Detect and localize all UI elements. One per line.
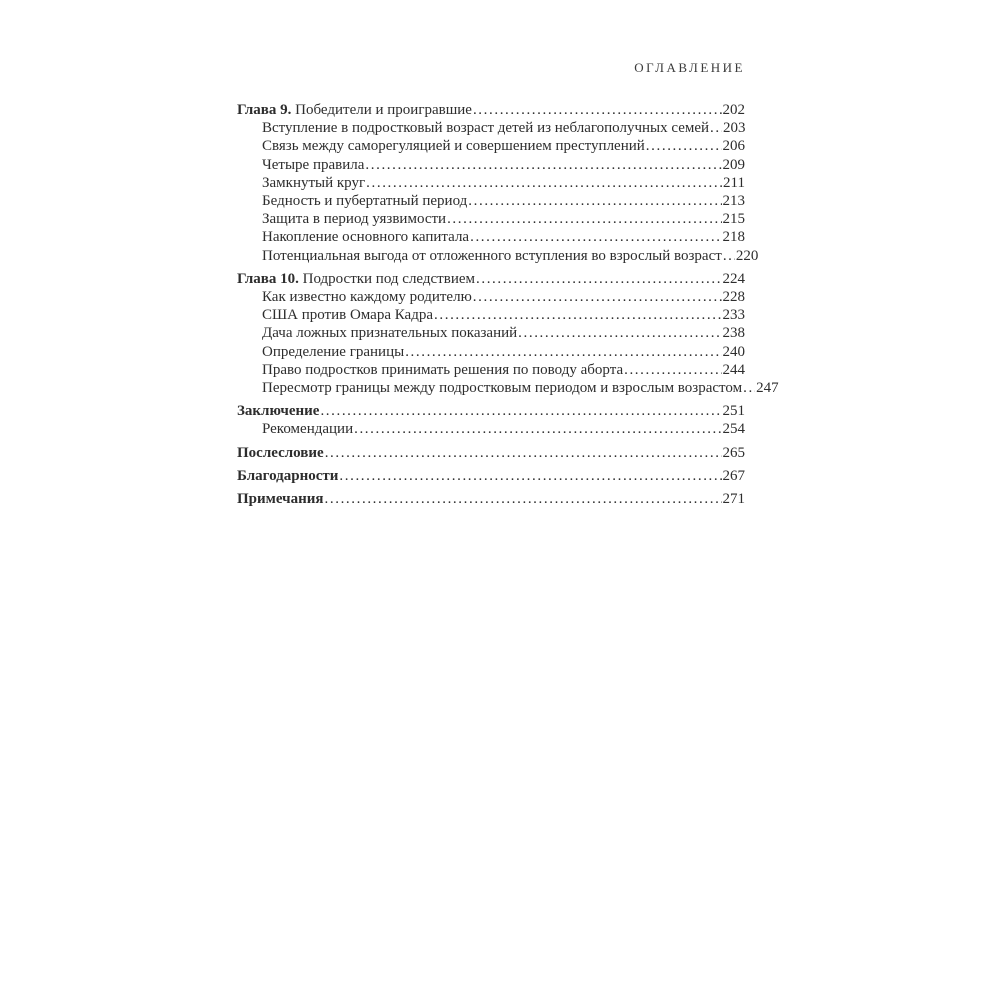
toc-entry — [237, 444, 745, 462]
toc-entry-page: 244 — [722, 361, 745, 378]
dot-leader — [339, 467, 721, 485]
toc-entry-page: 247 — [756, 380, 779, 397]
toc-entry — [237, 247, 759, 265]
toc — [237, 101, 779, 508]
toc-entry-label: США против Омара Кадра — [262, 307, 434, 324]
dot-leader — [624, 361, 721, 379]
toc-entry-page: 203 — [723, 120, 746, 137]
dot-leader — [365, 156, 721, 174]
dot-leader — [646, 137, 722, 155]
toc-entry-label: Потенциальная выгода от отложенного вступления во взрослый возраст — [262, 247, 722, 264]
toc-entry-page: 218 — [722, 229, 745, 246]
dot-leader — [354, 420, 721, 438]
toc-entry-label-bold: Послесловие — [237, 444, 324, 461]
toc-entry-page: 238 — [722, 325, 745, 342]
toc-entry-label: Связь между саморегуляцией и совершением преступлений — [262, 138, 645, 155]
toc-entry — [237, 119, 745, 137]
toc-entry-label-bold: Примечания — [237, 491, 324, 508]
dot-leader — [320, 402, 721, 420]
toc-entry — [237, 467, 745, 485]
dot-leader — [743, 379, 755, 397]
dot-leader — [366, 174, 722, 192]
toc-entry-label-bold: Благодарности — [237, 467, 339, 484]
toc-entry-label: Накопление основного капитала — [262, 229, 470, 246]
toc-entry-label-bold: Глава 9. — [237, 102, 292, 118]
dot-leader — [325, 444, 722, 462]
toc-group — [237, 402, 745, 438]
toc-group — [237, 490, 745, 508]
toc-entry-label: Защита в период уязвимости — [262, 211, 447, 228]
toc-entry-page: 228 — [722, 289, 745, 306]
toc-entry-label: Дача ложных признательных показаний — [262, 325, 518, 342]
toc-entry-page: 224 — [722, 270, 745, 287]
toc-entry-label-bold: Глава 10. — [237, 270, 299, 287]
toc-entry — [237, 402, 745, 420]
toc-entry-label: Определение границы — [262, 343, 405, 360]
toc-entry-page: 233 — [722, 307, 745, 324]
toc-entry — [237, 490, 745, 508]
toc-entry-page: 254 — [722, 421, 745, 438]
toc-entry-page: 202 — [722, 102, 745, 118]
text-block — [237, 60, 779, 508]
toc-entry — [237, 343, 745, 361]
toc-entry — [237, 361, 745, 379]
toc-entry-label: Вступление в подростковый возраст детей из неблагополучных семей — [262, 120, 710, 137]
toc-entry-label: Рекомендации — [262, 421, 354, 438]
toc-entry-page: 220 — [735, 247, 759, 264]
toc-entry-page: 271 — [722, 491, 745, 508]
toc-entry-page: 209 — [722, 156, 745, 173]
toc-entry — [237, 420, 745, 438]
toc-group — [237, 270, 779, 397]
toc-entry-page: 267 — [722, 467, 745, 484]
toc-entry-label — [237, 467, 338, 485]
toc-entry — [237, 324, 745, 342]
toc-entry-page: 215 — [722, 211, 745, 228]
dot-leader — [325, 490, 722, 508]
toc-entry-label: Глава 10. Подростки под следствием — [237, 270, 475, 287]
toc-entry-page: 211 — [723, 174, 745, 191]
toc-group — [237, 467, 745, 485]
toc-entry-label: Глава 9. Победители и проигравшие — [237, 102, 472, 118]
toc-entry-label — [237, 402, 319, 420]
dot-leader — [710, 119, 722, 137]
toc-entry-label-bold: Заключение — [237, 403, 320, 420]
toc-entry — [237, 174, 745, 192]
dot-leader — [405, 343, 721, 361]
dot-leader — [476, 270, 722, 288]
toc-entry-page: 240 — [722, 343, 745, 360]
dot-leader — [434, 306, 721, 324]
toc-entry-page: 265 — [722, 444, 745, 461]
toc-entry-label: Четыре правила — [262, 156, 365, 173]
dot-leader — [473, 101, 722, 119]
toc-entry-label: Как известно каждому родителю — [262, 289, 472, 306]
toc-entry-label: Право подростков принимать решения по поводу аборта — [262, 361, 624, 378]
toc-entry — [237, 288, 745, 306]
toc-entry-label — [237, 444, 324, 462]
running-head: ОГЛАВЛЕНИЕ — [634, 60, 745, 75]
toc-entry-label — [237, 490, 324, 508]
dot-leader — [473, 288, 722, 306]
toc-group — [237, 444, 745, 462]
toc-entry — [237, 137, 745, 155]
toc-entry-page: 213 — [722, 193, 745, 210]
toc-entry-label: Замкнутый круг — [262, 174, 366, 191]
toc-entry — [237, 228, 745, 246]
toc-entry-page: 251 — [722, 403, 745, 420]
toc-entry — [237, 379, 779, 397]
dot-leader — [447, 210, 721, 228]
toc-entry-label: Пересмотр границы между подростковым периодом и взрослым возрастом — [262, 380, 743, 397]
toc-entry — [237, 210, 745, 228]
dot-leader — [723, 247, 735, 265]
toc-entry — [237, 306, 745, 324]
toc-entry — [237, 192, 745, 210]
toc-entry-page: 206 — [722, 138, 745, 155]
toc-group — [237, 101, 759, 265]
toc-entry — [237, 101, 745, 119]
dot-leader — [470, 228, 721, 246]
toc-entry — [237, 156, 745, 174]
toc-entry-label: Бедность и пубертатный период — [262, 193, 468, 210]
dot-leader — [518, 324, 721, 342]
dot-leader — [468, 192, 721, 210]
toc-entry — [237, 270, 745, 288]
